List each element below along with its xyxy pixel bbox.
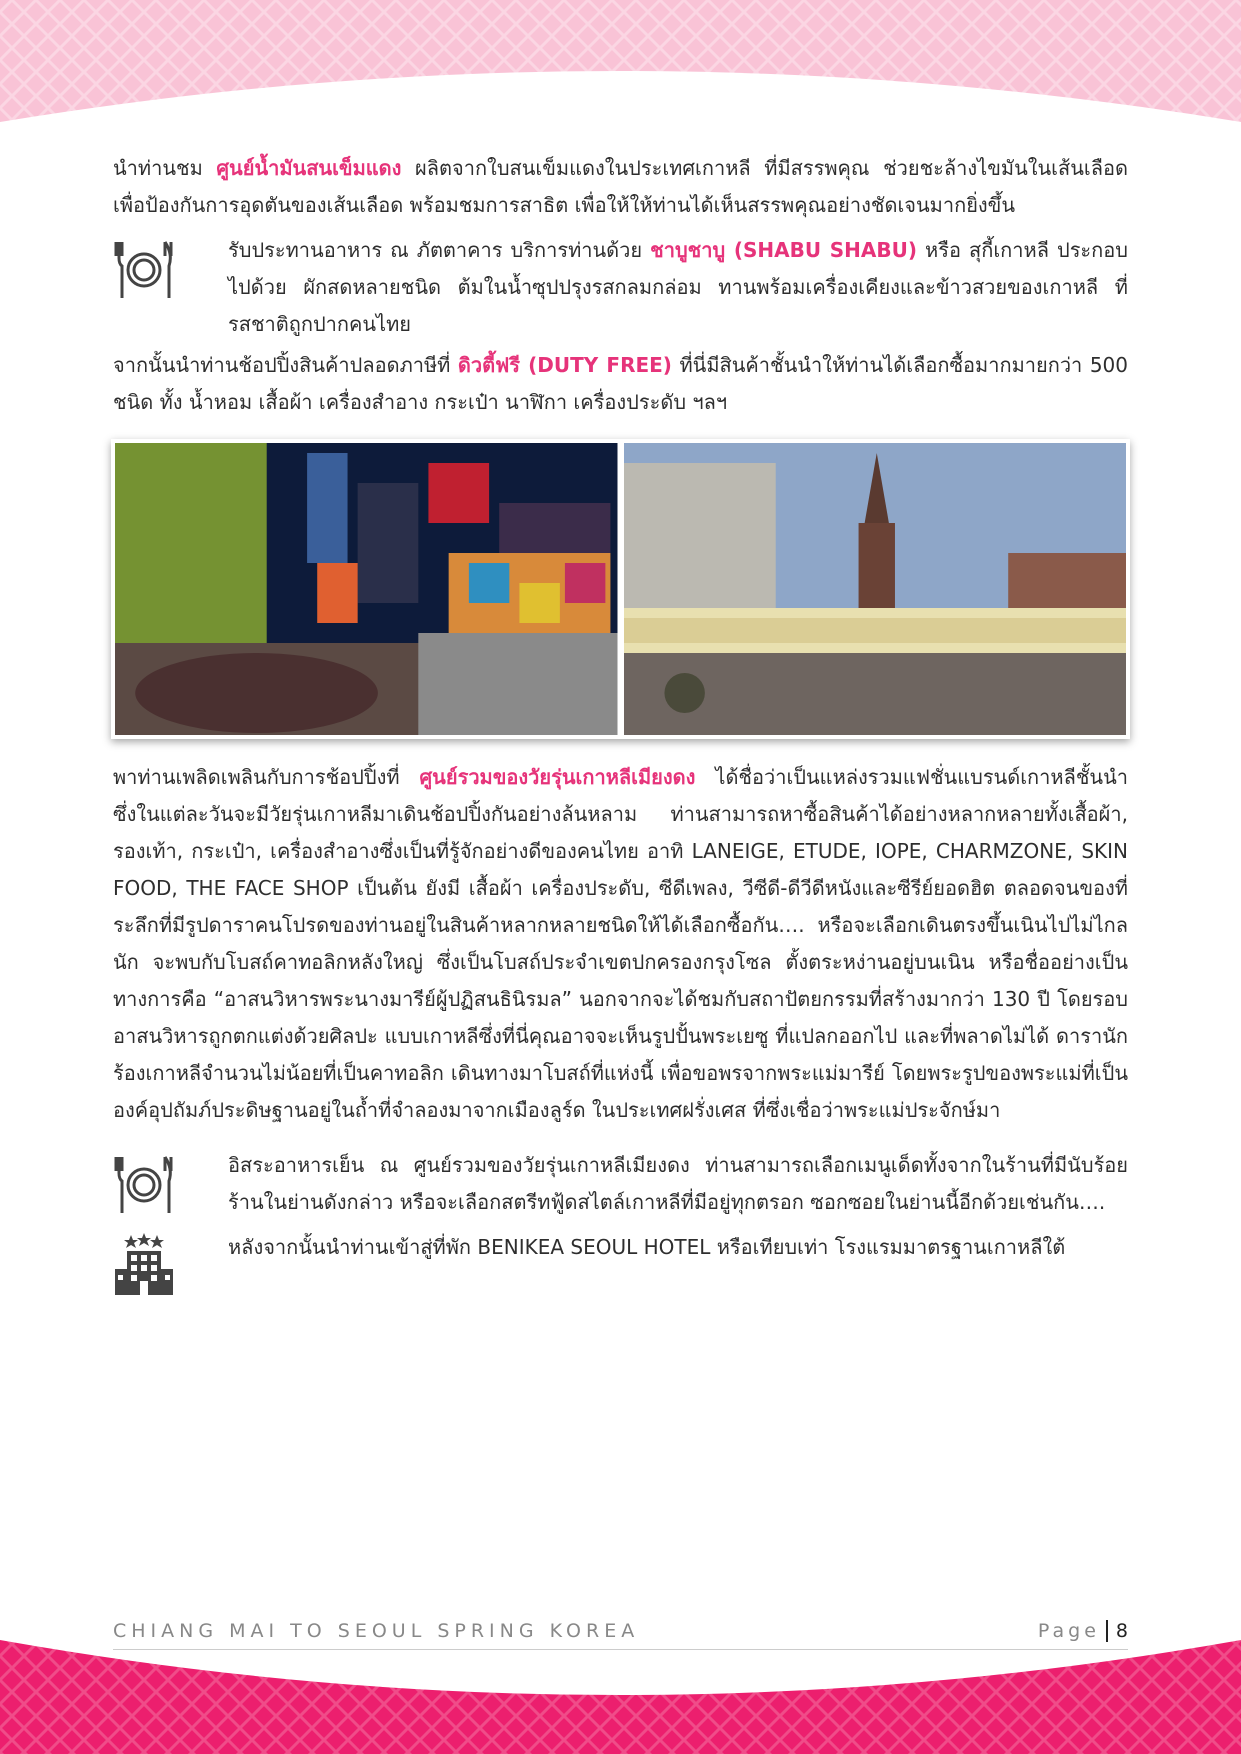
paragraph-myeongdong: พาท่านเพลิดเพลินกับการช้อปปิ้งที่ ศูนย์รวมของวัยรุ่นเกาหลีเมียงดง ได้ชื่อว่าเป็นแหล่งรวมแฟชั่นแบรนด์เกาหลีชั้นนำ ซึ่งในแต่ละวันจะมีวัยรุ่นเกาหลีมาเดินช้อปปิ้งกันอย่างล้นหลาม ท่านสามารถหาซื้อสินค้าได้อย่างหลากหลายทั้งเสื้อผ้า, รองเท้า, กระเป๋า, เครื่องสำอางซึ่งเป็นที่รู้จักอย่างดีของคนไทย อาทิ LANEIGE, ETUDE, IOPE, CHARMZONE, SKIN FOOD, THE FACE SHOP เป็นต้น ยังมี เสื้อผ้า เครื่องประดับ, ซีดีเพลง, วีซีดี-ดีวีดีหนังและซีรีย์ยอดฮิต ตลอดจนของที่ระลึกที่มีรูปดาราคนโปรดของท่านอยู่ในสินค้าหลากหลายชนิดให้ได้เลือกซื้อกัน…. หรือจะเลือกเดินตรงขึ้นเนินไปไม่ไกลนัก จะพบกับโบสถ์คาทอลิกหลังใหญ่ ซึ่งเป็นโบสถ์ประจำเขตปกครองกรุงโซล ตั้งตระหง่านอยู่บนเนิน หรือชื่ออย่างเป็นทางการคือ “อาสนวิหารพระนางมารีย์ผู้ปฏิสนธินิรมล” นอกจากจะได้ชมกับสถาปัตยกรรมที่สร้างมากว่า 130 ปี โดยรอบอาสนวิหารถูกตกแต่งด้วยศิลปะ แบบเกาหลีซึ่งที่นี่คุณอาจจะเห็นรูปปั้นพระเยซู ที่แปลกออกไป และที่พลาดไม่ได้ ดารานักร้องเกาหลีจำนวนไม่น้อยที่เป็นคาทอลิก เดินทางมาโบสถ์ที่แห่งนี้ เพื่อขอพรจากพระแม่มารีย์ โดยพระรูปของพระแม่ที่เป็นองค์อุปถัมภ์ประดิษฐานอยู่ในถ้ำที่จำลองมาจากเมืองลูร์ด ในประเทศฝรั่งเศส ที่ซึ่งเชื่อว่าพระแม่ประจักษ์มา xyxy=(113,765,1128,1122)
paragraph-hotel: หลังจากนั้นนำท่านเข้าสู่ที่พัก BENIKEA SEOUL HOTEL หรือเทียบเท่า โรงแรมมาตรฐานเกาหลีใต้ xyxy=(228,1235,1066,1259)
footer-divider xyxy=(113,1649,1128,1650)
highlight-myeongdong: ศูนย์รวมของวัยรุ่นเกาหลีเมียงดง xyxy=(419,765,696,789)
meal-dinner-row xyxy=(113,1147,1128,1221)
paragraph-dinner: อิสระอาหารเย็น ณ ศูนย์รวมของวัยรุ่นเกาหลีเมียงดง ท่านสามารถเลือกเมนูเด็ดทั้งจากในร้านที่มีนับร้อยร้านในย่านดังกล่าว หรือจะเลือกสตรีทฟู้ดสไตล์เกาหลีที่มีอยู่ทุกตรอก ซอกซอยในย่านนี้อีกด้วยเช่นกัน…. xyxy=(228,1153,1128,1214)
highlight-red-pine-oil: ศูนย์น้ำมันสนเข็มแดง xyxy=(216,156,402,180)
highlight-shabu: ชาบูชาบู (SHABU SHABU) xyxy=(650,238,917,262)
paragraph-duty-free: จากนั้นนำท่านช้อปปิ้งสินค้าปลอดภาษีที่ ดิวตี้ฟรี (DUTY FREE) ที่นี่มีสินค้าชั้นนำให้ท่านได้เลือกซื้อมากมายกว่า 500 ชนิด ทั้ง น้ำหอม เสื้อผ้า เครื่องสำอาง กระเป๋า นาฬิกา เครื่องประดับ ฯลฯ xyxy=(113,353,1128,414)
paragraph-shabu-lunch: รับประทานอาหาร ณ ภัตตาคาร บริการท่านด้วย ชาบูชาบู (SHABU SHABU) หรือ สุกี้เกาหลี ประกอบไปด้วย ผักสดหลายชนิด ต้มในน้ำซุปปรุงรสกลมกล่อม ทานพร้อมเครื่องเคียงและข้าวสวยของเกาหลี ที่รสชาติถูกปากคนไทย xyxy=(228,238,1128,336)
footer-page-number: Page 8 xyxy=(1037,1620,1128,1642)
header-band xyxy=(0,0,1241,130)
hotel-building-icon xyxy=(113,1229,228,1303)
photo-myeongdong-cathedral xyxy=(624,443,1127,735)
photo-myeongdong-street xyxy=(115,443,618,735)
plate-fork-knife-icon xyxy=(113,232,228,306)
plate-fork-knife-icon xyxy=(113,1147,228,1221)
paragraph-red-pine-oil: นำท่านชม ศูนย์น้ำมันสนเข็มแดง ผลิตจากใบสนเข็มแดงในประเทศเกาหลี ที่มีสรรพคุณ ช่วยชะล้างไขมันในเส้นเลือด เพื่อป้องกันการอุดตันของเส้นเลือด พร้อมชมการสาธิต เพื่อให้ให้ท่านได้เห็นสรรพคุณอย่างชัดเจนมากยิ่งขึ้น xyxy=(113,156,1128,217)
highlight-duty-free: ดิวตี้ฟรี (DUTY FREE) xyxy=(457,353,672,377)
hotel-row xyxy=(113,1229,1128,1303)
photo-strip xyxy=(111,439,1130,739)
page-content xyxy=(113,150,1128,1307)
meal-lunch-row xyxy=(113,232,1128,343)
footer-title: CHIANG MAI TO SEOUL SPRING KOREA xyxy=(113,1620,640,1642)
